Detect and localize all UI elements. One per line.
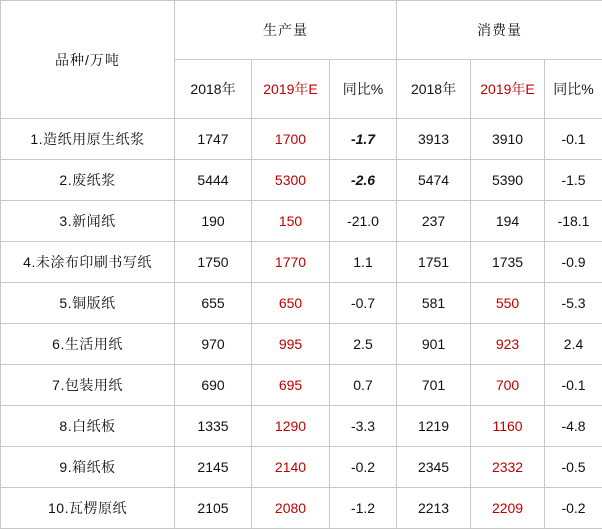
table-row bbox=[1, 488, 602, 529]
cell-cons-yoy: -5.3 bbox=[545, 283, 602, 324]
cell-cons-2018: 1751 bbox=[397, 242, 471, 283]
cell-prod-2019e: 695 bbox=[252, 365, 330, 406]
cell-cons-2019e: 550 bbox=[471, 283, 545, 324]
cell-prod-2019e: 2140 bbox=[252, 447, 330, 488]
cell-cons-2019e: 5390 bbox=[471, 160, 545, 201]
cell-prod-yoy: -21.0 bbox=[330, 201, 397, 242]
cell-prod-yoy: -2.6 bbox=[330, 160, 397, 201]
header-cons-2018: 2018年 bbox=[397, 60, 471, 119]
cell-prod-2018: 2105 bbox=[175, 488, 252, 529]
header-prod-yoy: 同比% bbox=[330, 60, 397, 119]
cell-cons-2019e: 2332 bbox=[471, 447, 545, 488]
cell-prod-yoy: -1.7 bbox=[330, 119, 397, 160]
cell-prod-2019e: 650 bbox=[252, 283, 330, 324]
cell-cons-yoy: -0.1 bbox=[545, 365, 602, 406]
cell-cons-2018: 237 bbox=[397, 201, 471, 242]
cell-prod-2018: 1747 bbox=[175, 119, 252, 160]
cell-cons-2018: 901 bbox=[397, 324, 471, 365]
cell-prod-2019e: 1770 bbox=[252, 242, 330, 283]
cell-cons-yoy: -18.1 bbox=[545, 201, 602, 242]
cell-prod-yoy: -1.2 bbox=[330, 488, 397, 529]
cell-prod-2019e: 5300 bbox=[252, 160, 330, 201]
cell-cons-2019e: 194 bbox=[471, 201, 545, 242]
cell-prod-yoy: -0.7 bbox=[330, 283, 397, 324]
cell-prod-2019e: 1290 bbox=[252, 406, 330, 447]
cell-cons-2018: 2345 bbox=[397, 447, 471, 488]
cell-cons-2018: 2213 bbox=[397, 488, 471, 529]
header-cons-2019e: 2019年E bbox=[471, 60, 545, 119]
row-label: 6.生活用纸 bbox=[1, 324, 175, 365]
header-prod-2018: 2018年 bbox=[175, 60, 252, 119]
cell-prod-yoy: -3.3 bbox=[330, 406, 397, 447]
header-group-consumption: 消费量 bbox=[397, 1, 602, 60]
row-label: 7.包装用纸 bbox=[1, 365, 175, 406]
row-label: 3.新闻纸 bbox=[1, 201, 175, 242]
cell-prod-2018: 1335 bbox=[175, 406, 252, 447]
table-row bbox=[1, 365, 602, 406]
cell-prod-2018: 970 bbox=[175, 324, 252, 365]
cell-prod-2019e: 995 bbox=[252, 324, 330, 365]
cell-cons-2019e: 700 bbox=[471, 365, 545, 406]
table-row bbox=[1, 242, 602, 283]
cell-cons-2019e: 923 bbox=[471, 324, 545, 365]
cell-cons-2018: 5474 bbox=[397, 160, 471, 201]
table-row bbox=[1, 283, 602, 324]
table-row bbox=[1, 447, 602, 488]
cell-prod-2018: 190 bbox=[175, 201, 252, 242]
cell-prod-2018: 5444 bbox=[175, 160, 252, 201]
header-cons-yoy: 同比% bbox=[545, 60, 602, 119]
table-header-group-row bbox=[1, 1, 602, 60]
row-label: 8.白纸板 bbox=[1, 406, 175, 447]
cell-cons-yoy: 2.4 bbox=[545, 324, 602, 365]
cell-prod-yoy: 0.7 bbox=[330, 365, 397, 406]
table-row bbox=[1, 160, 602, 201]
table-row bbox=[1, 119, 602, 160]
cell-cons-2018: 701 bbox=[397, 365, 471, 406]
cell-cons-2019e: 1735 bbox=[471, 242, 545, 283]
header-group-production: 生产量 bbox=[175, 1, 397, 60]
row-label: 1.造纸用原生纸浆 bbox=[1, 119, 175, 160]
cell-cons-yoy: -1.5 bbox=[545, 160, 602, 201]
cell-cons-yoy: -0.1 bbox=[545, 119, 602, 160]
table-row bbox=[1, 324, 602, 365]
header-category-label: 品种/万吨 bbox=[1, 1, 175, 119]
cell-prod-2018: 1750 bbox=[175, 242, 252, 283]
cell-cons-yoy: -0.5 bbox=[545, 447, 602, 488]
cell-cons-2018: 1219 bbox=[397, 406, 471, 447]
header-prod-2019e: 2019年E bbox=[252, 60, 330, 119]
cell-cons-yoy: -0.9 bbox=[545, 242, 602, 283]
cell-prod-yoy: -0.2 bbox=[330, 447, 397, 488]
row-label: 9.箱纸板 bbox=[1, 447, 175, 488]
cell-cons-yoy: -0.2 bbox=[545, 488, 602, 529]
cell-prod-yoy: 2.5 bbox=[330, 324, 397, 365]
cell-prod-2019e: 2080 bbox=[252, 488, 330, 529]
cell-cons-yoy: -4.8 bbox=[545, 406, 602, 447]
row-label: 10.瓦楞原纸 bbox=[1, 488, 175, 529]
cell-cons-2018: 581 bbox=[397, 283, 471, 324]
cell-cons-2019e: 2209 bbox=[471, 488, 545, 529]
row-label: 4.未涂布印刷书写纸 bbox=[1, 242, 175, 283]
cell-cons-2018: 3913 bbox=[397, 119, 471, 160]
cell-prod-yoy: 1.1 bbox=[330, 242, 397, 283]
row-label: 2.废纸浆 bbox=[1, 160, 175, 201]
table-row bbox=[1, 201, 602, 242]
cell-cons-2019e: 1160 bbox=[471, 406, 545, 447]
cell-cons-2019e: 3910 bbox=[471, 119, 545, 160]
row-label: 5.铜版纸 bbox=[1, 283, 175, 324]
cell-prod-2019e: 150 bbox=[252, 201, 330, 242]
cell-prod-2018: 655 bbox=[175, 283, 252, 324]
table-row bbox=[1, 406, 602, 447]
cell-prod-2019e: 1700 bbox=[252, 119, 330, 160]
cell-prod-2018: 2145 bbox=[175, 447, 252, 488]
cell-prod-2018: 690 bbox=[175, 365, 252, 406]
